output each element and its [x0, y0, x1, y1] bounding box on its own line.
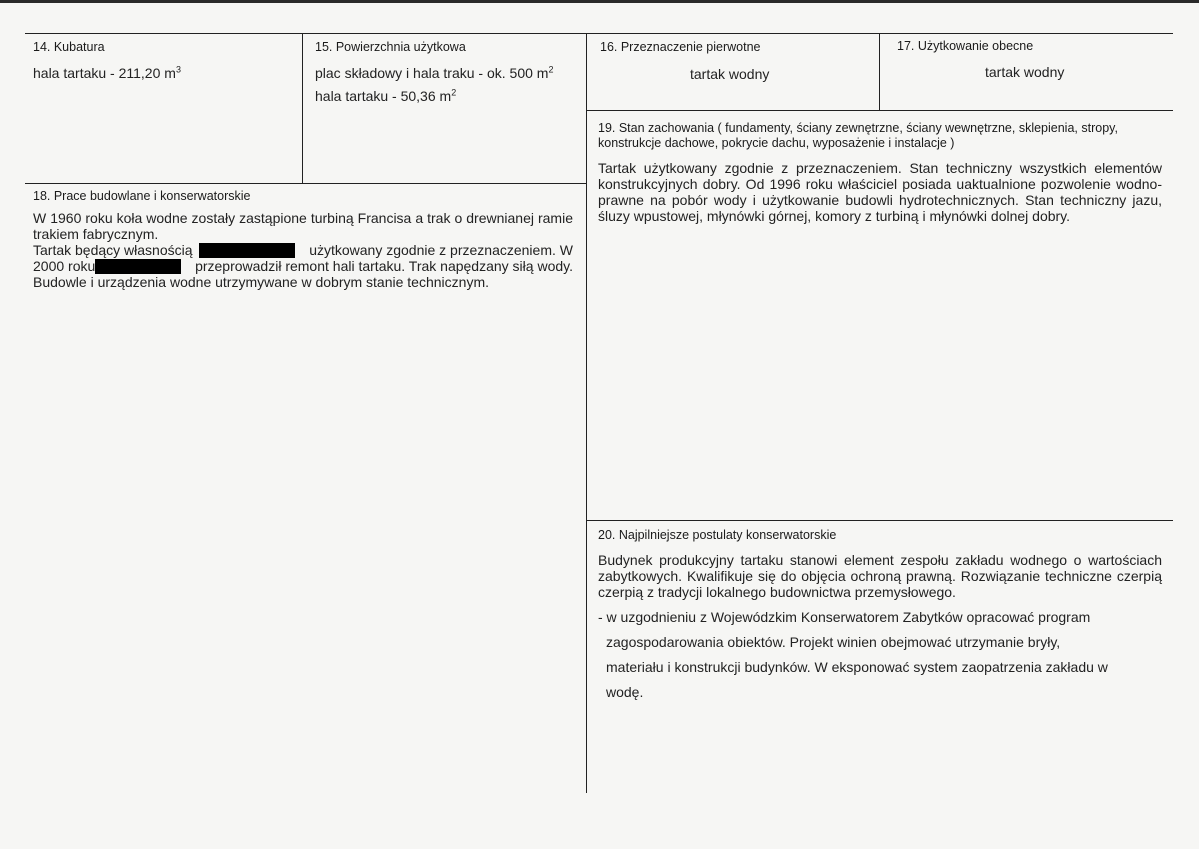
redaction-bar: [199, 243, 295, 258]
field-15-label: 15. Powierzchnia użytkowa: [315, 40, 466, 54]
rule-above-20: [586, 520, 1173, 521]
rule-v-16-17: [879, 33, 880, 111]
field-18-para1: W 1960 roku koła wodne zostały zastąpione turbiną Francisa a trak o drewnianej ramie trakiem fabrycznym.: [33, 210, 573, 242]
field-19-stan-zachowania: [598, 121, 1162, 224]
field-17-label: 17. Użytkowanie obecne: [897, 39, 1034, 53]
field-19-label: 19. Stan zachowania ( fundamenty, ściany zewnętrzne, ściany wewnętrzne, sklepienia, stropy, konstrukcje dachowe, pokrycie dachu, wyposażenie i instalacje ): [598, 121, 1118, 150]
rule-v-14-15: [302, 33, 303, 184]
rule-under-16-17: [586, 110, 1173, 111]
field-14-label: 14. Kubatura: [33, 40, 105, 54]
field-18-prace-budowlane: [33, 189, 573, 290]
field-14-value: hala tartaku - 211,20 $m^3$: [33, 64, 181, 81]
field-18-line3: 2000 roku przeprowadził remont hali tartaku. Trak napędzany siłą wody.: [33, 258, 573, 274]
field-14-kubatura: [33, 40, 295, 81]
field-19-text: Tartak użytkowany zgodnie z przeznaczeniem. Stan techniczny wszystkich elementów konstrukcyjnych dobry. Od 1996 roku właściciel posiada uaktualnione pozwolenie wodno-prawne na pobór wody i użytkowanie budowli hydrotechnicznych. Stan techniczny jazu, śluzy wpustowej, młynówki górnej, komory z turbiną i młynówki dolnej dobry.: [598, 160, 1162, 224]
field-16-label: 16. Przeznaczenie pierwotne: [600, 40, 761, 54]
rule-v-main: [586, 33, 587, 793]
field-18-line2: Tartak będący własnością użytkowany zgodnie z przeznaczeniem. W: [33, 242, 573, 258]
field-20-label: 20. Najpilniejsze postulaty konserwatorskie: [598, 528, 837, 542]
field-18-label: 18. Prace budowlane i konserwatorskie: [33, 189, 251, 203]
field-16-value: tartak wodny: [690, 66, 770, 82]
field-16-przeznaczenie: [600, 40, 872, 82]
field-20-bullet-line2: zagospodarowania obiektów. Projekt winien obejmować utrzymanie bryły,: [606, 634, 1061, 650]
field-20-bullet-line4: wodę.: [606, 684, 644, 700]
scan-top-edge: [0, 0, 1199, 3]
field-17-uzytkowanie: [897, 39, 1167, 80]
field-20-postulaty: [598, 528, 1162, 700]
rule-under-14-15: [25, 183, 586, 184]
field-17-value: tartak wodny: [985, 64, 1065, 80]
field-15-line2: hala tartaku - 50,36 $m^2$: [315, 87, 457, 104]
redaction-bar: [95, 259, 181, 274]
field-18-line4: Budowle i urządzenia wodne utrzymywane w dobrym stanie technicznym.: [33, 274, 489, 290]
field-20-bullet-line1: - w uzgodnieniu z Wojewódzkim Konserwatorem Zabytków opracować program: [598, 609, 1091, 625]
field-20-text: Budynek produkcyjny tartaku stanowi element zespołu zakładu wodnego o wartościach zabytkowych. Kwalifikuje się do objęcia ochroną prawną. Rozwiązanie techniczne czerpią czerpią z tradycji lokalnego budownictwa przemysłowego.: [598, 552, 1162, 600]
field-15-line1: plac składowy i hala traku - ok. 500 $m^2$: [315, 64, 554, 81]
field-15-powierzchnia: [315, 40, 580, 104]
field-20-bullet-line3: materiału i konstrukcji budynków. W eksponować system zaopatrzenia zakładu w: [606, 659, 1108, 675]
rule-top: [25, 33, 1173, 34]
